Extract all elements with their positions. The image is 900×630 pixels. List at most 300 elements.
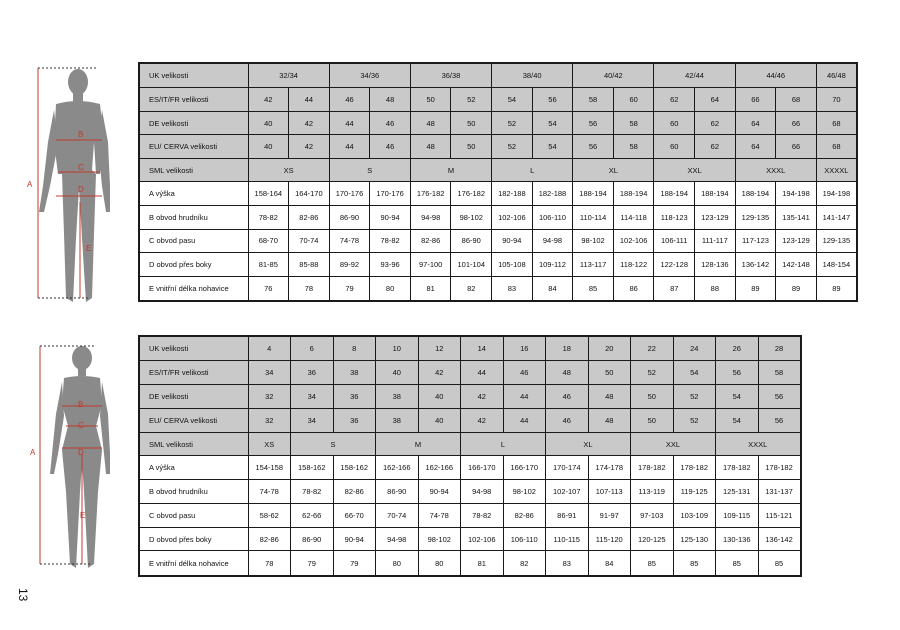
table-cell: 89 [735, 276, 776, 301]
table-cell: 36 [291, 361, 334, 385]
table-cell: 52 [451, 88, 492, 112]
table-cell: 129-135 [735, 206, 776, 230]
table-cell: 85-88 [289, 253, 330, 277]
table-cell: 70-74 [376, 503, 419, 527]
table-cell: 18 [546, 336, 589, 361]
table-cell: 102-106 [613, 229, 654, 253]
table-row [139, 503, 801, 527]
table-cell: 50 [631, 385, 674, 409]
table-cell: 89-92 [329, 253, 370, 277]
table-cell: 68 [816, 111, 857, 135]
table-cell: 166-170 [503, 456, 546, 480]
row-label: D obvod přes boky [139, 527, 248, 551]
table-cell: 26 [716, 336, 759, 361]
table-cell: 81 [461, 551, 504, 576]
table-cell: 66 [735, 88, 776, 112]
table-cell: 97-103 [631, 503, 674, 527]
table-cell: 34 [291, 408, 334, 432]
table-cell: 142-148 [776, 253, 817, 277]
table-cell: 170-174 [546, 456, 589, 480]
table-cell: 70-74 [289, 229, 330, 253]
table-cell: 34/36 [329, 63, 410, 88]
table-cell: 103-109 [673, 503, 716, 527]
table-cell: 60 [654, 135, 695, 159]
table-cell: 188-194 [654, 182, 695, 206]
table-cell: 46 [503, 361, 546, 385]
table-cell: 52 [673, 408, 716, 432]
table-cell: 40 [418, 385, 461, 409]
table-row [139, 63, 857, 88]
table-cell: 136-142 [758, 527, 801, 551]
table-cell: 129-135 [816, 229, 857, 253]
table-cell: 38 [376, 385, 419, 409]
table-cell: 83 [546, 551, 589, 576]
table-cell: 110-114 [573, 206, 614, 230]
table-cell: 60 [613, 88, 654, 112]
table-cell: 90-94 [333, 527, 376, 551]
table-cell: 4 [248, 336, 291, 361]
table-cell: 79 [291, 551, 334, 576]
table-cell: 90-94 [492, 229, 533, 253]
table-cell: 40 [248, 135, 289, 159]
women-letter-a: A [30, 448, 36, 457]
table-cell: 91-97 [588, 503, 631, 527]
table-cell: 97-100 [410, 253, 451, 277]
table-cell: 80 [418, 551, 461, 576]
table-cell: 48 [546, 361, 589, 385]
table-cell: 170-176 [370, 182, 411, 206]
table-cell: 52 [492, 111, 533, 135]
table-cell: 115-120 [588, 527, 631, 551]
table-cell: 188-194 [735, 182, 776, 206]
table-cell: 62 [654, 88, 695, 112]
table-cell: 40 [376, 361, 419, 385]
table-cell: 86 [613, 276, 654, 301]
table-row [139, 456, 801, 480]
table-cell: 78 [248, 551, 291, 576]
table-cell: 94-98 [532, 229, 573, 253]
table-cell: 128-136 [695, 253, 736, 277]
row-label: UK velikosti [139, 336, 248, 361]
table-cell: 85 [673, 551, 716, 576]
table-cell: XXXL [716, 432, 801, 456]
table-cell: 10 [376, 336, 419, 361]
women-letter-c: C [78, 421, 84, 430]
table-cell: 46 [546, 408, 589, 432]
table-cell: 42 [289, 135, 330, 159]
table-cell: 90-94 [418, 480, 461, 504]
table-row [139, 135, 857, 159]
table-cell: 123-129 [695, 206, 736, 230]
table-cell: 80 [376, 551, 419, 576]
table-cell: 136-142 [735, 253, 776, 277]
table-cell: 56 [573, 135, 614, 159]
table-cell: 28 [758, 336, 801, 361]
table-cell: 89 [816, 276, 857, 301]
row-label: A výška [139, 182, 248, 206]
table-cell: 42 [461, 408, 504, 432]
table-cell: 81-85 [248, 253, 289, 277]
row-label: EU/ CERVA velikosti [139, 408, 248, 432]
table-cell: 102-106 [492, 206, 533, 230]
table-cell: 89 [776, 276, 817, 301]
table-cell: 54 [716, 385, 759, 409]
table-row [139, 551, 801, 576]
men-size-table [138, 62, 858, 302]
table-cell: 94-98 [376, 527, 419, 551]
table-cell: XXL [631, 432, 716, 456]
table-cell: M [376, 432, 461, 456]
table-cell: 54 [492, 88, 533, 112]
table-row [139, 361, 801, 385]
table-cell: 105-108 [492, 253, 533, 277]
men-letter-d: D [78, 185, 84, 194]
table-cell: 50 [451, 135, 492, 159]
table-cell: 82-86 [410, 229, 451, 253]
table-cell: 82-86 [289, 206, 330, 230]
table-cell: XL [546, 432, 631, 456]
table-cell: 93-96 [370, 253, 411, 277]
women-size-table [138, 335, 802, 577]
table-cell: 130-136 [716, 527, 759, 551]
row-label: DE velikosti [139, 385, 248, 409]
table-cell: 40 [418, 408, 461, 432]
table-cell: 48 [370, 88, 411, 112]
table-cell: 118-122 [613, 253, 654, 277]
table-cell: 98-102 [418, 527, 461, 551]
row-label: C obvod pasu [139, 503, 248, 527]
table-cell: 131-137 [758, 480, 801, 504]
table-row [139, 206, 857, 230]
table-cell: 32 [248, 385, 291, 409]
table-cell: L [461, 432, 546, 456]
table-cell: 50 [631, 408, 674, 432]
table-cell: 164-170 [289, 182, 330, 206]
table-row [139, 88, 857, 112]
table-cell: 86-91 [546, 503, 589, 527]
table-cell: S [291, 432, 376, 456]
table-row [139, 385, 801, 409]
row-label: SML velikosti [139, 158, 248, 182]
table-cell: 125-130 [673, 527, 716, 551]
table-cell: 94-98 [410, 206, 451, 230]
table-cell: 62 [695, 135, 736, 159]
table-cell: 178-182 [631, 456, 674, 480]
table-cell: 85 [716, 551, 759, 576]
table-cell: 98-102 [573, 229, 614, 253]
table-cell: 36 [333, 385, 376, 409]
table-cell: 54 [532, 111, 573, 135]
table-row [139, 336, 801, 361]
table-cell: XXL [654, 158, 735, 182]
table-cell: 46 [329, 88, 370, 112]
table-cell: 148-154 [816, 253, 857, 277]
table-cell: 54 [673, 361, 716, 385]
table-cell: 106-111 [654, 229, 695, 253]
table-cell: 141-147 [816, 206, 857, 230]
table-cell: 178-182 [758, 456, 801, 480]
table-cell: 34 [291, 385, 334, 409]
table-cell: 50 [410, 88, 451, 112]
table-cell: 109-112 [532, 253, 573, 277]
table-cell: 58 [573, 88, 614, 112]
table-cell: 80 [370, 276, 411, 301]
table-cell: 56 [573, 111, 614, 135]
table-cell: 122-128 [654, 253, 695, 277]
table-cell: XXXXL [816, 158, 857, 182]
row-label: ES/IT/FR velikosti [139, 361, 248, 385]
table-cell: 78-82 [461, 503, 504, 527]
table-cell: 52 [631, 361, 674, 385]
table-row [139, 253, 857, 277]
row-label: D obvod přes boky [139, 253, 248, 277]
table-cell: 188-194 [695, 182, 736, 206]
table-cell: 176-182 [410, 182, 451, 206]
table-cell: 48 [410, 111, 451, 135]
table-cell: 20 [588, 336, 631, 361]
table-cell: 98-102 [451, 206, 492, 230]
table-cell: 94-98 [461, 480, 504, 504]
table-cell: 84 [588, 551, 631, 576]
table-cell: 118-123 [654, 206, 695, 230]
table-cell: 68 [776, 88, 817, 112]
table-cell: 68-70 [248, 229, 289, 253]
table-cell: 119-125 [673, 480, 716, 504]
table-row [139, 229, 857, 253]
table-cell: 113-119 [631, 480, 674, 504]
table-cell: 87 [654, 276, 695, 301]
table-cell: XL [573, 158, 654, 182]
table-cell: 84 [532, 276, 573, 301]
table-cell: 48 [588, 408, 631, 432]
table-cell: 158-162 [333, 456, 376, 480]
table-cell: 58 [758, 361, 801, 385]
table-cell: 76 [248, 276, 289, 301]
table-cell: 58 [613, 111, 654, 135]
table-cell: 42 [289, 111, 330, 135]
table-cell: 38 [333, 361, 376, 385]
table-cell: 66-70 [333, 503, 376, 527]
male-body-figure [30, 62, 110, 314]
table-cell: 162-166 [376, 456, 419, 480]
table-cell: 106-110 [503, 527, 546, 551]
table-cell: 56 [716, 361, 759, 385]
table-cell: 24 [673, 336, 716, 361]
table-cell: 70 [816, 88, 857, 112]
table-cell: 107-113 [588, 480, 631, 504]
table-cell: 62 [695, 111, 736, 135]
table-cell: 162-166 [418, 456, 461, 480]
table-cell: 44 [329, 135, 370, 159]
table-row [139, 111, 857, 135]
row-label: ES/IT/FR velikosti [139, 88, 248, 112]
table-cell: 48 [410, 135, 451, 159]
table-cell: 158-164 [248, 182, 289, 206]
table-cell: XS [248, 158, 329, 182]
table-cell: 120-125 [631, 527, 674, 551]
table-cell: 38 [376, 408, 419, 432]
table-cell: 58-62 [248, 503, 291, 527]
men-letter-b: B [78, 130, 84, 139]
men-letter-e: E [86, 244, 92, 253]
table-cell: 40/42 [573, 63, 654, 88]
women-letter-e: E [80, 511, 86, 520]
table-cell: 117-123 [735, 229, 776, 253]
table-cell: 78-82 [248, 206, 289, 230]
table-cell: 109-115 [716, 503, 759, 527]
row-label: B obvod hrudníku [139, 480, 248, 504]
table-cell: 42/44 [654, 63, 735, 88]
table-cell: 44/46 [735, 63, 816, 88]
table-cell: 50 [588, 361, 631, 385]
table-cell: 102-106 [461, 527, 504, 551]
table-cell: 154-158 [248, 456, 291, 480]
table-cell: 52 [492, 135, 533, 159]
table-cell: 178-182 [673, 456, 716, 480]
table-cell: 114-118 [613, 206, 654, 230]
table-cell: 82 [451, 276, 492, 301]
table-cell: 46 [546, 385, 589, 409]
men-letter-a: A [27, 180, 33, 189]
table-cell: 102-107 [546, 480, 589, 504]
men-letter-c: C [78, 163, 84, 172]
table-cell: 40 [248, 111, 289, 135]
table-cell: 182-188 [492, 182, 533, 206]
table-cell: 86-90 [451, 229, 492, 253]
table-cell: 86-90 [329, 206, 370, 230]
table-cell: 74-78 [418, 503, 461, 527]
table-cell: 135-141 [776, 206, 817, 230]
table-cell: 176-182 [451, 182, 492, 206]
table-cell: M [410, 158, 491, 182]
table-cell: 46 [370, 111, 411, 135]
table-cell: XS [248, 432, 291, 456]
table-cell: 46/48 [816, 63, 857, 88]
table-cell: 85 [631, 551, 674, 576]
table-cell: 81 [410, 276, 451, 301]
table-cell: 82-86 [248, 527, 291, 551]
row-label: E vnitřní délka nohavice [139, 551, 248, 576]
table-cell: 194-198 [776, 182, 817, 206]
table-cell: 56 [532, 88, 573, 112]
table-cell: XXXL [735, 158, 816, 182]
table-cell: 6 [291, 336, 334, 361]
table-cell: 44 [329, 111, 370, 135]
women-letter-d: D [78, 448, 84, 457]
table-cell: 64 [695, 88, 736, 112]
table-cell: 8 [333, 336, 376, 361]
female-body-figure [34, 342, 114, 574]
table-cell: 56 [758, 385, 801, 409]
table-cell: 170-176 [329, 182, 370, 206]
row-label: UK velikosti [139, 63, 248, 88]
table-cell: 78-82 [370, 229, 411, 253]
table-cell: 178-182 [716, 456, 759, 480]
table-cell: 44 [503, 408, 546, 432]
table-cell: 123-129 [776, 229, 817, 253]
table-cell: 98-102 [503, 480, 546, 504]
table-cell: 68 [816, 135, 857, 159]
table-cell: 12 [418, 336, 461, 361]
table-cell: 111-117 [695, 229, 736, 253]
row-label: A výška [139, 456, 248, 480]
table-cell: 60 [654, 111, 695, 135]
table-cell: 82-86 [333, 480, 376, 504]
table-cell: 38/40 [492, 63, 573, 88]
table-cell: 158-162 [291, 456, 334, 480]
table-cell: 56 [758, 408, 801, 432]
page-number: 13 [16, 588, 30, 602]
table-cell: 34 [248, 361, 291, 385]
table-row [139, 408, 801, 432]
row-label: C obvod pasu [139, 229, 248, 253]
table-cell: 46 [370, 135, 411, 159]
row-label: DE velikosti [139, 111, 248, 135]
table-cell: 86-90 [291, 527, 334, 551]
table-cell: 188-194 [613, 182, 654, 206]
table-cell: 86-90 [376, 480, 419, 504]
table-cell: 82-86 [503, 503, 546, 527]
table-cell: 90-94 [370, 206, 411, 230]
table-cell: 74-78 [248, 480, 291, 504]
table-cell: 16 [503, 336, 546, 361]
table-cell: 82 [503, 551, 546, 576]
table-cell: 36 [333, 408, 376, 432]
row-label: E vnitřní délka nohavice [139, 276, 248, 301]
row-label: SML velikosti [139, 432, 248, 456]
table-cell: 36/38 [410, 63, 491, 88]
table-cell: 42 [418, 361, 461, 385]
table-cell: 64 [735, 135, 776, 159]
women-letter-b: B [78, 400, 84, 409]
table-cell: 78 [289, 276, 330, 301]
table-row [139, 276, 857, 301]
table-row [139, 182, 857, 206]
table-cell: 32/34 [248, 63, 329, 88]
table-cell: 125-131 [716, 480, 759, 504]
row-label: EU/ CERVA velikosti [139, 135, 248, 159]
table-cell: 79 [329, 276, 370, 301]
table-cell: 85 [573, 276, 614, 301]
table-cell: 174-178 [588, 456, 631, 480]
table-row [139, 158, 857, 182]
table-cell: 58 [613, 135, 654, 159]
table-cell: 85 [758, 551, 801, 576]
table-cell: 88 [695, 276, 736, 301]
table-cell: 64 [735, 111, 776, 135]
table-cell: 54 [716, 408, 759, 432]
table-row [139, 527, 801, 551]
table-cell: 52 [673, 385, 716, 409]
table-cell: 66 [776, 135, 817, 159]
table-cell: 62-66 [291, 503, 334, 527]
table-cell: 78-82 [291, 480, 334, 504]
table-cell: L [492, 158, 573, 182]
table-cell: 106-110 [532, 206, 573, 230]
table-cell: 113-117 [573, 253, 614, 277]
table-cell: 54 [532, 135, 573, 159]
table-cell: 42 [248, 88, 289, 112]
table-row [139, 432, 801, 456]
table-cell: 83 [492, 276, 533, 301]
table-cell: 50 [451, 111, 492, 135]
table-cell: 115-121 [758, 503, 801, 527]
table-cell: 194-198 [816, 182, 857, 206]
table-cell: 110-115 [546, 527, 589, 551]
table-cell: 32 [248, 408, 291, 432]
table-cell: 74-78 [329, 229, 370, 253]
table-cell: 14 [461, 336, 504, 361]
